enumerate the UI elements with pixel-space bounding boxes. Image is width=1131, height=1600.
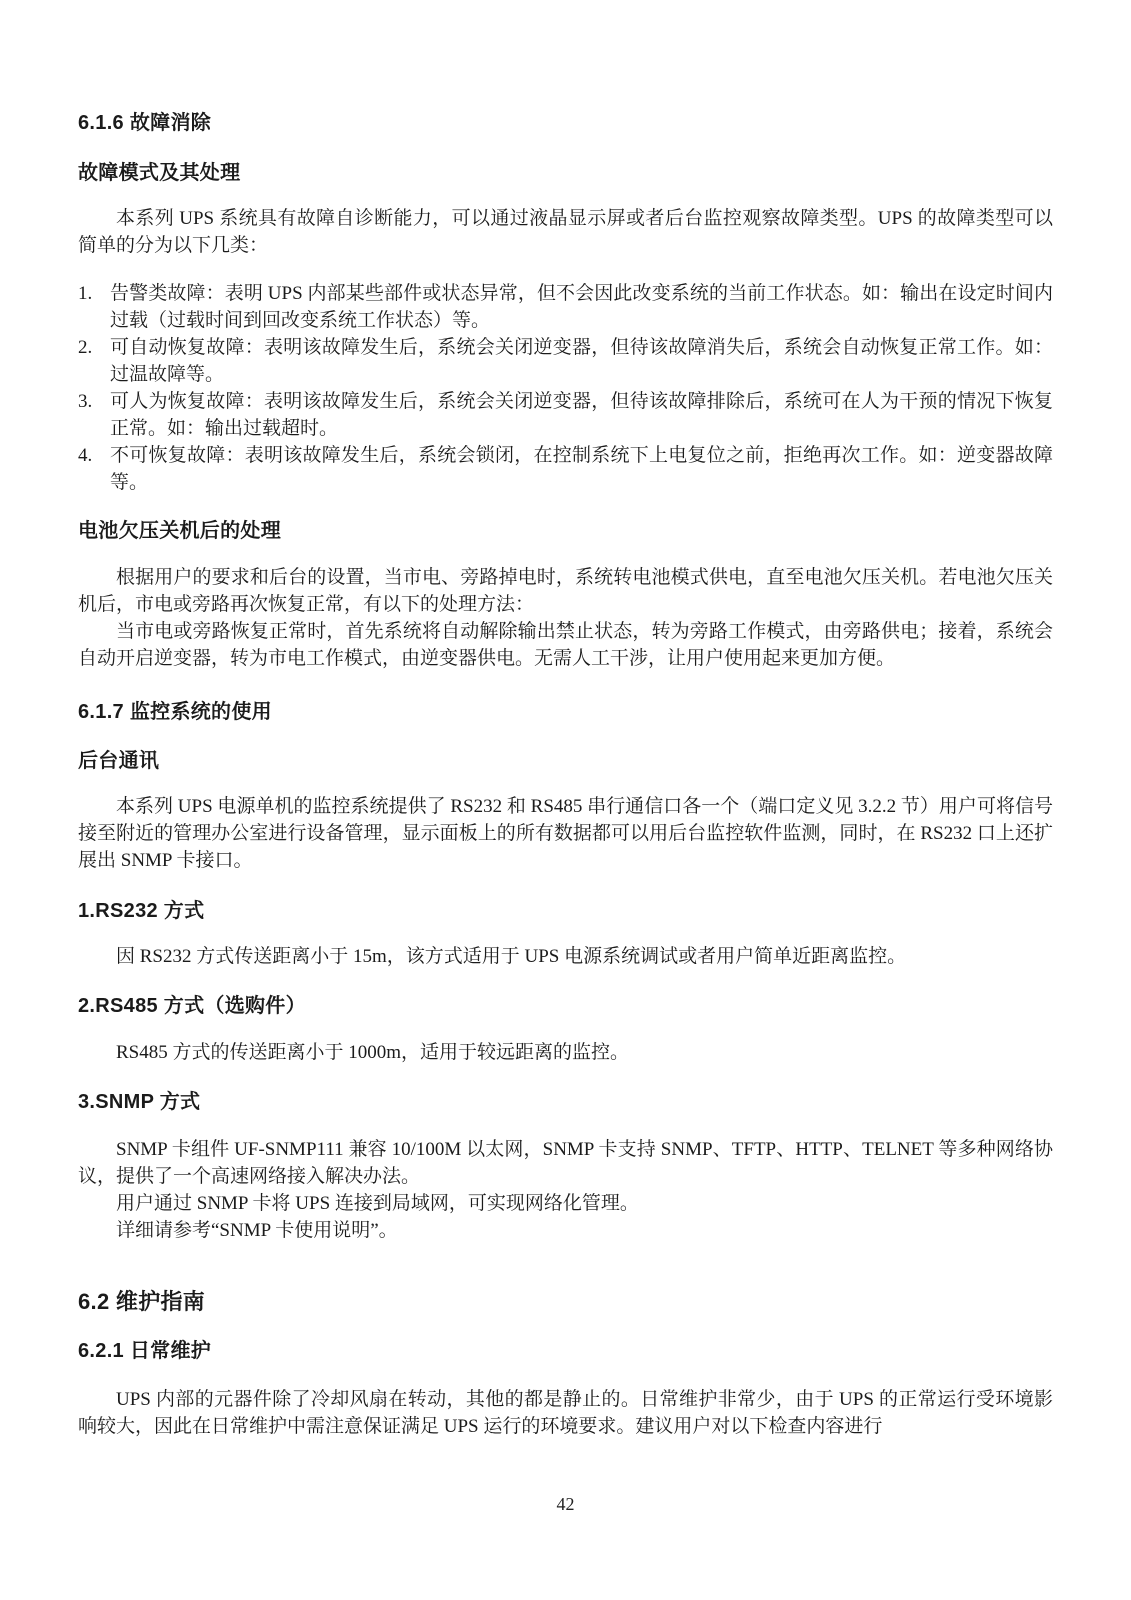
list-item-number: 1.	[78, 283, 93, 304]
list-item-number: 4.	[78, 445, 93, 466]
list-item-number: 3.	[78, 391, 93, 412]
list-item-number: 2.	[78, 337, 93, 358]
paragraph-fault-intro: 本系列 UPS 系统具有故障自诊断能力，可以通过液晶显示屏或者后台监控观察故障类型。UPS 的故障类型可以简单的分为以下几类：	[78, 208, 1053, 256]
subheading-fault-modes: 故障模式及其处理	[78, 162, 241, 184]
section-heading-6-1-7: 6.1.7 监控系统的使用	[78, 701, 272, 723]
subheading-snmp: 3.SNMP 方式	[78, 1091, 201, 1113]
subheading-backend-comm: 后台通讯	[78, 750, 160, 772]
fault-list-item	[78, 334, 1053, 388]
section-heading-6-2-1: 6.2.1 日常维护	[78, 1340, 212, 1362]
section-heading-6-1-6: 6.1.6 故障消除	[78, 112, 212, 134]
paragraph-snmp-2: 用户通过 SNMP 卡将 UPS 连接到局域网，可实现网络化管理。	[116, 1193, 639, 1214]
paragraph-battery-2: 当市电或旁路恢复正常时，首先系统将自动解除输出禁止状态，转为旁路工作模式，由旁路供电；接着，系统会自动开启逆变器，转为市电工作模式，由逆变器供电。无需人工干涉，让用户使用起来更加方便。	[78, 621, 1053, 669]
fault-type-list	[78, 280, 1053, 496]
paragraph-snmp-3: 详细请参考“SNMP 卡使用说明”。	[116, 1220, 398, 1241]
paragraph-rs485: RS485 方式的传送距离小于 1000m，适用于较远距离的监控。	[116, 1042, 630, 1063]
fault-list-item	[78, 388, 1053, 442]
subheading-battery-shutdown: 电池欠压关机后的处理	[78, 520, 281, 542]
subheading-rs485: 2.RS485 方式（选购件）	[78, 995, 306, 1017]
list-item-text: 不可恢复故障：表明该故障发生后，系统会锁闭，在控制系统下上电复位之前，拒绝再次工作。如：逆变器故障等。	[110, 445, 1053, 493]
subheading-rs232: 1.RS232 方式	[78, 900, 205, 922]
fault-list-item	[78, 280, 1053, 334]
fault-list-item	[78, 442, 1053, 496]
paragraph-backend-comm: 本系列 UPS 电源单机的监控系统提供了 RS232 和 RS485 串行通信口各一个（端口定义见 3.2.2 节）用户可将信号接至附近的管理办公室进行设备管理，显示面板上的所有数据都可以用后台监控软件监测，同时，在 RS232 口上还扩展出 SNMP 卡接口。	[78, 796, 1053, 871]
paragraph-daily-maintenance: UPS 内部的元器件除了冷却风扇在转动，其他的都是静止的。日常维护非常少，由于 UPS 的正常运行受环境影响较大，因此在日常维护中需注意保证满足 UPS 运行的环境要求。建议用户对以下检查内容进行	[78, 1389, 1053, 1437]
paragraph-battery-1: 根据用户的要求和后台的设置，当市电、旁路掉电时，系统转电池模式供电，直至电池欠压关机。若电池欠压关机后，市电或旁路再次恢复正常，有以下的处理方法：	[78, 567, 1053, 615]
list-item-text: 可人为恢复故障：表明该故障发生后，系统会关闭逆变器，但待该故障排除后，系统可在人为干预的情况下恢复正常。如：输出过载超时。	[110, 391, 1053, 439]
section-heading-6-2: 6.2 维护指南	[78, 1289, 206, 1314]
paragraph-rs232: 因 RS232 方式传送距离小于 15m，该方式适用于 UPS 电源系统调试或者用户简单近距离监控。	[116, 946, 907, 967]
paragraph-snmp-1: SNMP 卡组件 UF-SNMP111 兼容 10/100M 以太网，SNMP 卡支持 SNMP、TFTP、HTTP、TELNET 等多种网络协议，提供了一个高速网络接入解决办法。	[78, 1139, 1053, 1187]
page-number: 42	[556, 1494, 575, 1514]
list-item-text: 告警类故障：表明 UPS 内部某些部件或状态异常，但不会因此改变系统的当前工作状态。如：输出在设定时间内过载（过载时间到回改变系统工作状态）等。	[110, 283, 1053, 331]
list-item-text: 可自动恢复故障：表明该故障发生后，系统会关闭逆变器，但待该故障消失后，系统会自动恢复正常工作。如：过温故障等。	[110, 337, 1053, 385]
